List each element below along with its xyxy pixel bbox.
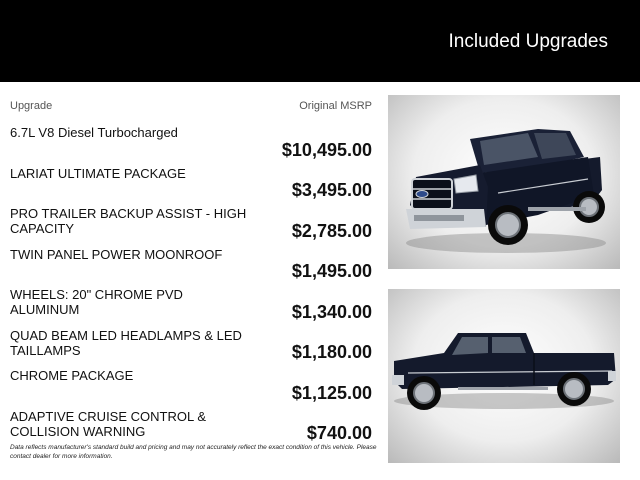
upgrade-price: $3,495.00 <box>291 180 372 200</box>
upgrade-price: $1,180.00 <box>291 342 372 362</box>
truck-side-illustration <box>388 289 620 463</box>
upgrade-name: ADAPTIVE CRUISE CONTROL & COLLISION WARNING <box>10 408 206 439</box>
upgrade-name: LARIAT ULTIMATE PACKAGE <box>10 165 186 181</box>
upgrade-price: $1,340.00 <box>291 301 372 322</box>
list-item <box>10 161 372 202</box>
upgrade-name: CHROME PACKAGE <box>10 368 134 383</box>
upgrade-price: $740.00 <box>306 423 372 443</box>
list-item <box>10 242 372 283</box>
upgrades-list <box>10 120 372 444</box>
column-header-msrp: Original MSRP <box>299 100 372 112</box>
list-item <box>10 323 372 364</box>
list-item <box>10 404 372 445</box>
upgrade-price: $1,125.00 <box>291 382 372 403</box>
truck-side-photo <box>388 289 620 463</box>
list-item <box>10 282 372 323</box>
list-item <box>10 201 372 242</box>
upgrade-name: PRO TRAILER BACKUP ASSIST - HIGH CAPACITY <box>10 206 247 236</box>
upgrade-name: QUAD BEAM LED HEADLAMPS & LED TAILLAMPS <box>10 327 242 358</box>
upgrade-name: WHEELS: 20" CHROME PVD ALUMINUM <box>10 287 183 317</box>
upgrade-price: $2,785.00 <box>291 220 372 241</box>
disclaimer-text: Data reflects manufacturer's standard build and pricing and may not accurately reflect the exact condition of this vehicle. Please contact dealer for more information. <box>10 444 377 460</box>
page-title: Included Upgrades <box>448 31 608 52</box>
list-item <box>10 120 372 161</box>
upgrade-name: TWIN PANEL POWER MOONROOF <box>10 246 223 262</box>
truck-front-illustration <box>388 95 620 269</box>
list-item <box>10 363 372 404</box>
truck-front-photo <box>388 95 620 269</box>
header-bar <box>0 0 640 82</box>
column-header-upgrade: Upgrade <box>10 100 53 112</box>
upgrade-name: 6.7L V8 Diesel Turbocharged <box>10 125 178 140</box>
upgrade-price: $1,495.00 <box>291 261 372 281</box>
upgrade-price: $10,495.00 <box>281 139 372 160</box>
